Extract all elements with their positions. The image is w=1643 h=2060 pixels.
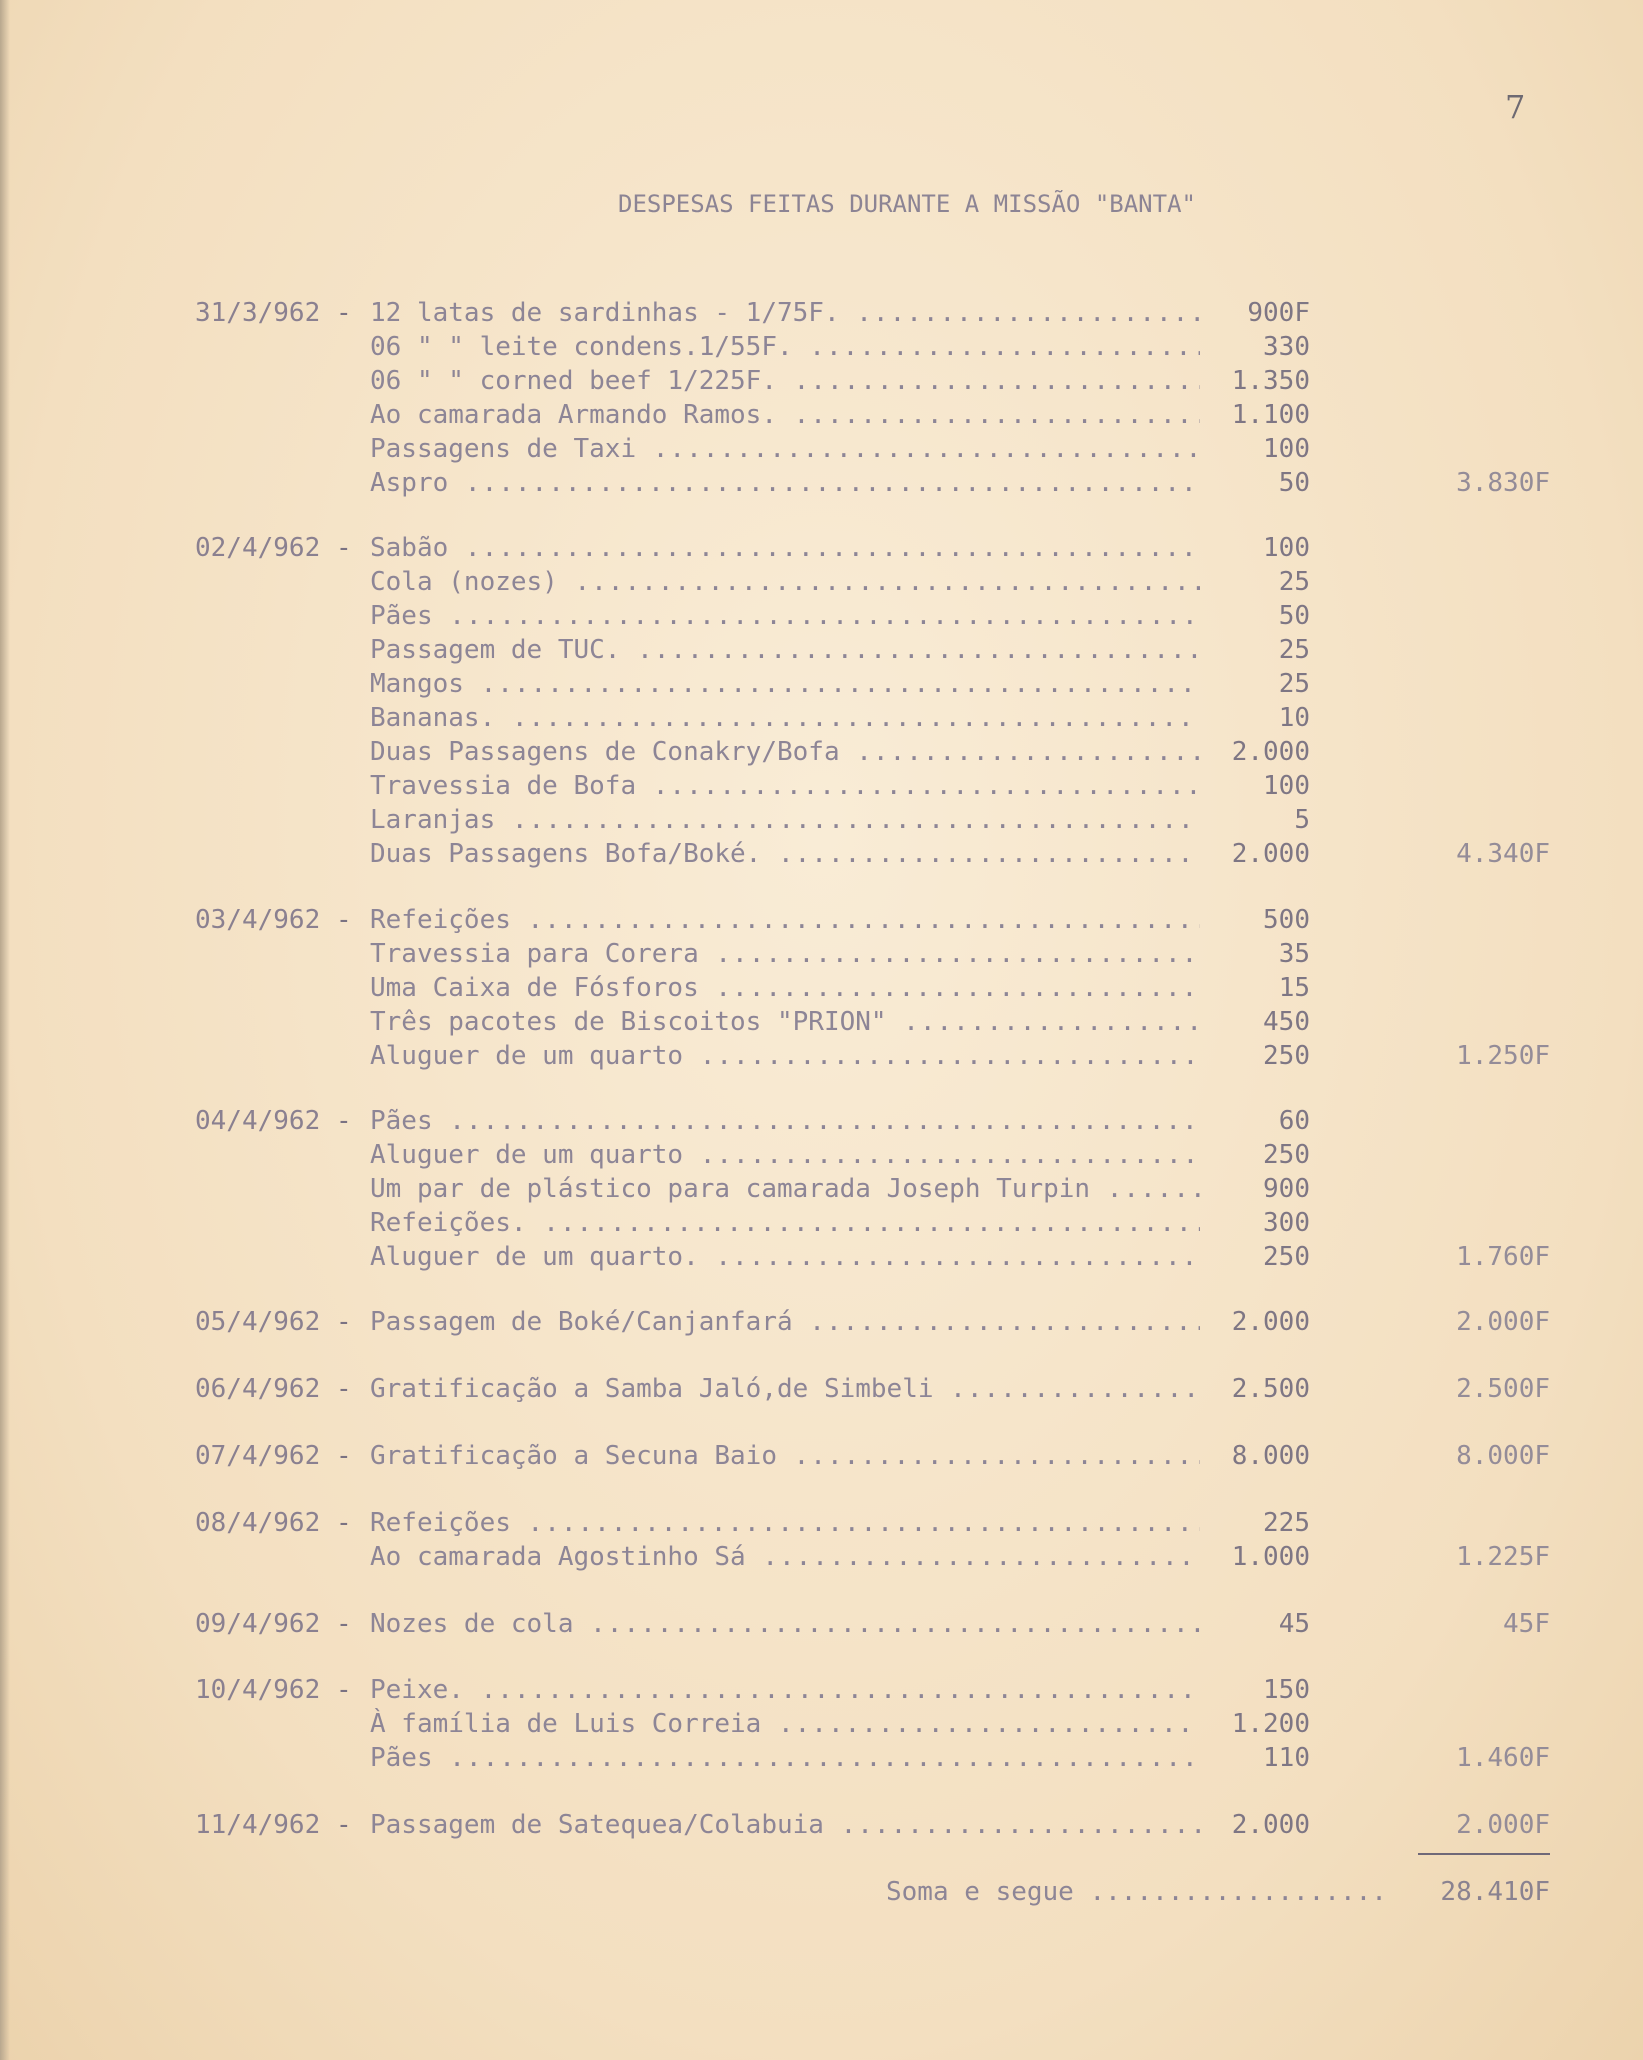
expense-description: Gratificação a Secuna Baio ..... <box>370 1439 1200 1473</box>
expense-description: Pães ..... <box>370 1741 1200 1775</box>
date-separator: - <box>336 1810 352 1840</box>
date-separator: - <box>336 1441 352 1471</box>
expense-description: Passagem de TUC. ..... <box>370 633 1200 667</box>
expense-row <box>0 330 1643 364</box>
summary-label: Soma e segue ..... <box>886 1875 1386 1909</box>
expense-row <box>0 903 1643 937</box>
expense-amount: 5 <box>1294 805 1310 835</box>
day-total: 2.500F <box>1456 1374 1550 1404</box>
date-separator: - <box>336 1307 352 1337</box>
expense-row <box>0 1138 1643 1172</box>
expense-amount: 250 <box>1263 1041 1310 1071</box>
expense-row <box>0 1439 1643 1473</box>
expense-description: Travessia para Corera ..... <box>370 937 1200 971</box>
expense-description: Nozes de cola ..... <box>370 1607 1200 1641</box>
day-total: 1.250F <box>1456 1041 1550 1071</box>
expense-description: Travessia de Bofa ..... <box>370 769 1200 803</box>
expense-amount: 10 <box>1278 703 1310 733</box>
expense-amount: 250 <box>1263 1242 1310 1272</box>
document-title: DESPESAS FEITAS DURANTE A MISSÃO "BANTA" <box>618 190 1196 218</box>
expense-row <box>0 1240 1643 1274</box>
expense-description: Passagem de Satequea/Colabuia ..... <box>370 1808 1200 1842</box>
day-total: 2.000F <box>1456 1307 1550 1337</box>
expense-date: 04/4/962 <box>195 1106 321 1136</box>
expense-row <box>0 466 1643 500</box>
expense-row <box>0 531 1643 565</box>
date-separator: - <box>336 1508 352 1538</box>
expense-amount: 60 <box>1278 1106 1310 1136</box>
expense-date: 08/4/962 <box>195 1508 321 1538</box>
expense-amount: 2.000 <box>1231 1307 1310 1337</box>
expense-date: 10/4/962 <box>195 1675 321 1705</box>
expense-row <box>0 1506 1643 1540</box>
day-total: 3.830F <box>1456 468 1550 498</box>
expense-row <box>0 1104 1643 1138</box>
expense-row <box>0 971 1643 1005</box>
expense-amount: 15 <box>1278 973 1310 1003</box>
expense-date: 02/4/962 <box>195 533 321 563</box>
expense-row <box>0 1005 1643 1039</box>
expense-row <box>0 803 1643 837</box>
expense-date: 09/4/962 <box>195 1609 321 1639</box>
page-number: 7 <box>1505 88 1526 126</box>
expense-description: À família de Luis Correia ..... <box>370 1707 1200 1741</box>
expense-description: Refeições ..... <box>370 1506 1200 1540</box>
expense-description: Refeições ..... <box>370 903 1200 937</box>
day-total: 1.460F <box>1456 1743 1550 1773</box>
expense-description: Ao camarada Agostinho Sá ..... <box>370 1540 1200 1574</box>
expense-description: Passagens de Taxi ..... <box>370 432 1200 466</box>
expense-row <box>0 1607 1643 1641</box>
expense-date: 31/3/962 <box>195 298 321 328</box>
expense-row <box>0 1673 1643 1707</box>
expense-description: Pães ..... <box>370 1104 1200 1138</box>
expense-row <box>0 1808 1643 1842</box>
expense-amount: 100 <box>1263 533 1310 563</box>
expense-amount: 1.000 <box>1231 1542 1310 1572</box>
expense-description: Ao camarada Armando Ramos. ..... <box>370 398 1200 432</box>
expense-description: Um par de plástico para camarada Joseph Turpin ..... <box>370 1172 1200 1206</box>
day-total: 4.340F <box>1456 839 1550 869</box>
date-separator: - <box>336 1374 352 1404</box>
expense-description: Duas Passagens Bofa/Boké. ..... <box>370 837 1200 871</box>
day-total: 1.225F <box>1456 1542 1550 1572</box>
day-total: 8.000F <box>1456 1441 1550 1471</box>
expense-description: Aluguer de um quarto ..... <box>370 1039 1200 1073</box>
expense-description: Três pacotes de Biscoitos "PRION" ..... <box>370 1005 1200 1039</box>
expense-amount: 25 <box>1278 635 1310 665</box>
expense-description: 12 latas de sardinhas - 1/75F. ..... <box>370 296 1200 330</box>
date-separator: - <box>336 1106 352 1136</box>
expense-date: 03/4/962 <box>195 905 321 935</box>
expense-amount: 35 <box>1278 939 1310 969</box>
summary-line <box>0 1875 1643 1909</box>
expense-amount: 2.000 <box>1231 1810 1310 1840</box>
expense-row <box>0 432 1643 466</box>
expense-row <box>0 769 1643 803</box>
date-separator: - <box>336 533 352 563</box>
expense-amount: 50 <box>1278 468 1310 498</box>
expense-amount: 25 <box>1278 669 1310 699</box>
expense-row <box>0 1540 1643 1574</box>
day-total: 2.000F <box>1456 1810 1550 1840</box>
summary-total: 28.410F <box>1440 1877 1550 1907</box>
expense-amount: 225 <box>1263 1508 1310 1538</box>
expense-description: Gratificação a Samba Jaló,de Simbeli ..... <box>370 1372 1200 1406</box>
expense-amount: 500 <box>1263 905 1310 935</box>
expense-description: Refeições. ..... <box>370 1206 1200 1240</box>
expense-amount: 25 <box>1278 567 1310 597</box>
expense-amount: 2.000 <box>1231 737 1310 767</box>
expense-row <box>0 1039 1643 1073</box>
date-separator: - <box>336 905 352 935</box>
expense-date: 11/4/962 <box>195 1810 321 1840</box>
expense-amount: 900 <box>1263 1174 1310 1204</box>
expense-description: Duas Passagens de Conakry/Bofa ..... <box>370 735 1200 769</box>
date-separator: - <box>336 1609 352 1639</box>
expense-row <box>0 1707 1643 1741</box>
expense-row <box>0 1172 1643 1206</box>
date-separator: - <box>336 298 352 328</box>
day-total: 45F <box>1503 1609 1550 1639</box>
expense-amount: 1.350 <box>1231 366 1310 396</box>
expense-row <box>0 701 1643 735</box>
expense-description: Uma Caixa de Fósforos ..... <box>370 971 1200 1005</box>
expense-amount: 2.000 <box>1231 839 1310 869</box>
expense-description: Passagem de Boké/Canjanfará ..... <box>370 1305 1200 1339</box>
expense-row <box>0 398 1643 432</box>
expense-description: 06 " " corned beef 1/225F. ..... <box>370 364 1200 398</box>
expense-date: 06/4/962 <box>195 1374 321 1404</box>
expense-row <box>0 296 1643 330</box>
expense-row <box>0 1741 1643 1775</box>
expense-description: Laranjas ..... <box>370 803 1200 837</box>
expense-description: Aluguer de um quarto. ..... <box>370 1240 1200 1274</box>
expense-row <box>0 364 1643 398</box>
expense-amount: 300 <box>1263 1208 1310 1238</box>
expense-row <box>0 937 1643 971</box>
expense-row <box>0 633 1643 667</box>
expense-amount: 8.000 <box>1231 1441 1310 1471</box>
expense-description: Sabão ..... <box>370 531 1200 565</box>
expense-amount: 50 <box>1278 601 1310 631</box>
expense-description: Aspro ..... <box>370 466 1200 500</box>
expense-amount: 2.500 <box>1231 1374 1310 1404</box>
expense-row <box>0 1372 1643 1406</box>
expense-amount: 330 <box>1263 332 1310 362</box>
expense-amount: 1.100 <box>1231 400 1310 430</box>
expense-row <box>0 837 1643 871</box>
expense-row <box>0 599 1643 633</box>
expense-description: Bananas. ..... <box>370 701 1200 735</box>
expense-row <box>0 1305 1643 1339</box>
expense-description: Peixe. ..... <box>370 1673 1200 1707</box>
expense-amount: 100 <box>1263 434 1310 464</box>
expense-description: Cola (nozes) ..... <box>370 565 1200 599</box>
expense-amount: 100 <box>1263 771 1310 801</box>
expense-description: 06 " " leite condens.1/55F. ..... <box>370 330 1200 364</box>
expense-amount: 110 <box>1263 1743 1310 1773</box>
expense-amount: 250 <box>1263 1140 1310 1170</box>
day-total: 1.760F <box>1456 1242 1550 1272</box>
expense-row <box>0 1206 1643 1240</box>
expense-row <box>0 667 1643 701</box>
expense-row <box>0 735 1643 769</box>
expense-date: 07/4/962 <box>195 1441 321 1471</box>
expense-amount: 450 <box>1263 1007 1310 1037</box>
date-separator: - <box>336 1675 352 1705</box>
expense-row <box>0 565 1643 599</box>
expense-description: Pães ..... <box>370 599 1200 633</box>
total-underline <box>1418 1853 1550 1855</box>
expense-amount: 900F <box>1247 298 1310 328</box>
expense-description: Aluguer de um quarto ..... <box>370 1138 1200 1172</box>
expense-amount: 45 <box>1278 1609 1310 1639</box>
expense-description: Mangos ..... <box>370 667 1200 701</box>
expense-amount: 150 <box>1263 1675 1310 1705</box>
expense-amount: 1.200 <box>1231 1709 1310 1739</box>
expense-date: 05/4/962 <box>195 1307 321 1337</box>
